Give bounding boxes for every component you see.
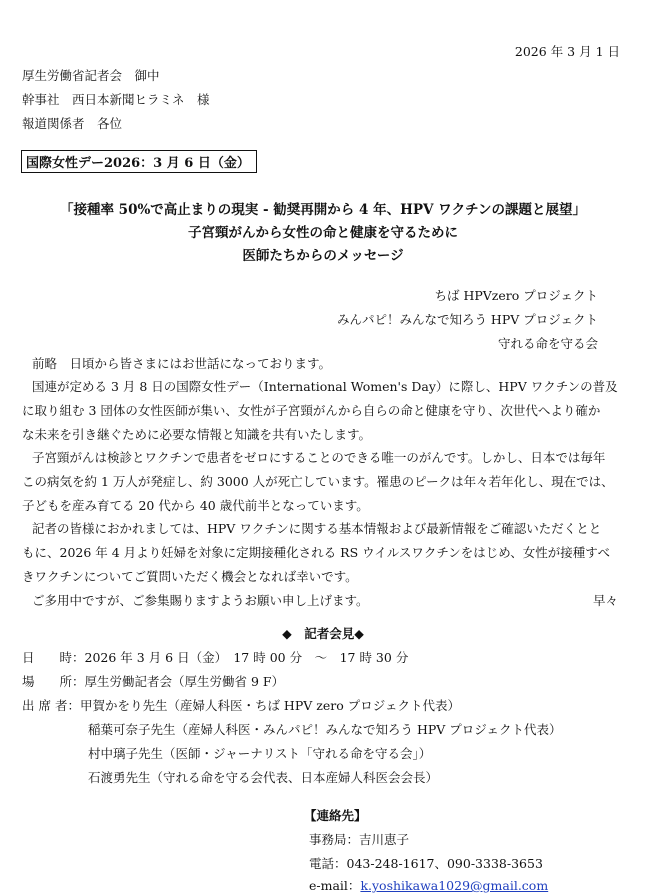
title-line-2: 子宮頸がんから女性の命と健康を守るために [188,225,458,241]
email-link[interactable]: k.yoshikawa1029@gmail.com [360,878,549,893]
paragraph-3-line-3: 子どもを産み育てる 20 代から 40 歳代前半となっています。 [22,498,369,513]
date-label: 日 時： [22,650,85,665]
contact-phone: 電話：043-248-1617、090-3338-3653 [309,856,543,871]
attendee-1: 甲賀かをり先生（産婦人科医・ちば HPV zero プロジェクト代表） [79,698,460,713]
paragraph-4-line-1: 記者の皆様におかれましては、HPV ワクチンに関する基本情報および最新情報をご確認いただくとと [32,521,602,536]
paragraph-2-line-2: に取り組む 3 団体の女性医師が集い、女性が子宮頸がんから自らの命と健康を守り、次世代へより確か [22,403,601,418]
closing-word: 早々 [592,593,618,608]
paragraph-3-line-1: 子宮頸がんは検診とワクチンで患者をゼロにすることのできる唯一のがんです。しかし、日本では毎年 [32,450,606,465]
date-value: 2026 年 3 月 6 日（金） 17 時 00 分 ～ 17 時 30 分 [84,650,409,665]
paragraph-3-line-2: この病気を約 1 万人が発症し、約 3000 人が死亡しています。罹患のピークは年々若年化し、現在では、 [22,474,614,489]
title-line-1: 「接種率 50%で高止まりの現実 - 勧奨再開から 4 年、HPV ワクチンの課題と展望」 [59,202,586,218]
attendee-2: 稲葉可奈子先生（産婦人科医・みんパピ！みんなで知ろう HPV プロジェクト代表） [88,722,562,737]
addressee-press: 報道関係者 各位 [22,116,123,131]
contact-title: 【連絡先】 [304,808,367,823]
org-mamoreru: 守れる命を守る会 [497,336,598,351]
press-attendees-row [22,696,460,714]
attendees-label: 出 席 者： [22,698,80,713]
event-tag: 国際女性デー2026：3 月 6 日（金） [21,150,257,173]
attendee-4: 石渡勇先生（守れる命を守る会代表、日本産婦人科医会会長） [88,770,439,785]
press-place-row [22,672,284,690]
org-minpapi: みんパピ！みんなで知ろう HPV プロジェクト [336,312,598,327]
paragraph-2-line-1: 国連が定める 3 月 8 日の国際女性デー（International Women's Day）に際し、HPV ワクチンの普及 [32,379,618,394]
paragraph-2-line-3: な未来を引き継ぐために必要な情報と知識を共有いたします。 [22,427,372,442]
place-label: 場 所： [22,674,85,689]
place-value: 厚生労働記者会（厚生労働省 9 F） [84,674,285,689]
attendee-3: 村中璃子先生（医師・ジャーナリスト「守れる命を守る会」） [88,746,432,761]
addressee-ministry-press: 厚生労働省記者会 御中 [22,68,160,83]
contact-email-row [309,876,548,894]
title-line-3: 医師たちからのメッセージ [242,248,404,264]
press-conference-heading: ◆ 記者会見◆ [282,626,364,641]
paragraph-4-line-3: きワクチンについてご質問いただく機会となれば幸いです。 [22,569,358,584]
org-chiba-hpvzero: ちば HPVzero プロジェクト [434,288,598,303]
paragraph-request: ご多用中ですが、ご参集賜りますようお願い申し上げます。 [32,593,369,608]
paragraph-greeting: 前略 日頃から皆さまにはお世話になっております。 [32,356,332,371]
addressee-lead-paper: 幹事社 西日本新聞ヒラミネ 様 [22,92,210,107]
press-date-row [22,648,408,666]
email-label: e-mail： [309,878,361,893]
closing-row [22,591,618,609]
document-date: 2026 年 3 月 1 日 [514,44,620,59]
contact-office: 事務局：吉川恵子 [309,832,410,847]
paragraph-4-line-2: もに、2026 年 4 月より妊婦を対象に定期接種化される RS ウイルスワクチンをはじめ、女性が接種すべ [22,545,610,560]
